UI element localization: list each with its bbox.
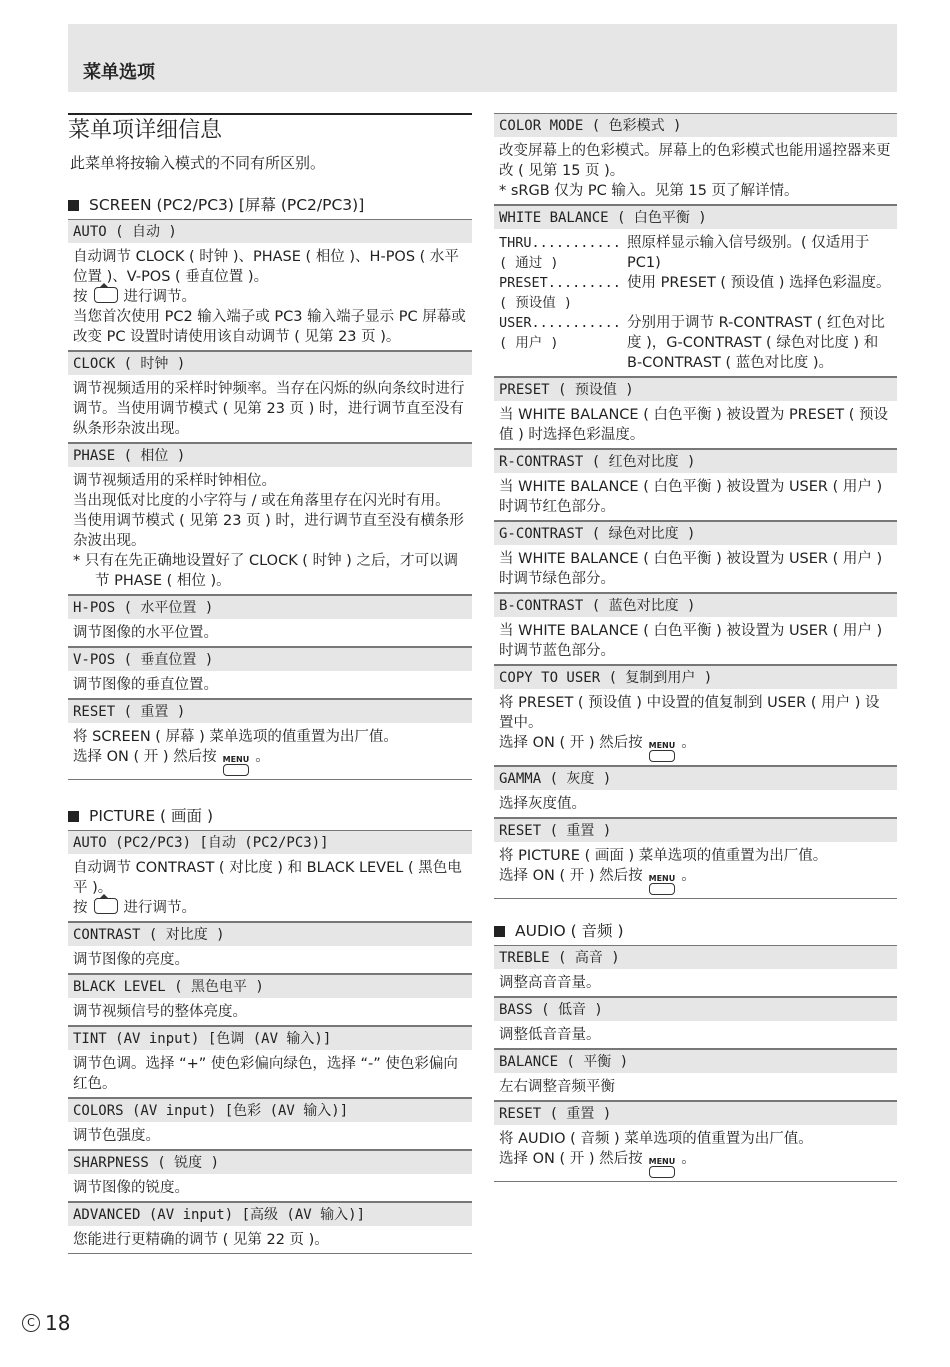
instruction-text: 选择 ON ( 开 ) 然后按: [73, 749, 217, 765]
section-heading-audio: [494, 921, 897, 941]
description-line: 当 WHITE BALANCE ( 白色平衡 ) 被设置为 USER ( 用户 ) 时调节红色部分。: [499, 479, 883, 515]
menu-item: [494, 593, 897, 665]
description-line: 当您首次使用 PC2 输入端子或 PC3 输入端子显示 PC 屏幕或改变 PC 设置时请使用该自动调节 ( 见第 23 页 )。: [73, 309, 466, 345]
definition-text: 使用 PRESET ( 预设值 ) 选择色彩温度。: [627, 275, 891, 291]
instruction-text: 。: [681, 1151, 696, 1167]
menu-item: [68, 595, 472, 647]
page-number-value: 18: [45, 1311, 71, 1335]
right-column: [494, 113, 897, 1182]
menu-item: [494, 665, 897, 766]
description-line: 调节图像的亮度。: [73, 952, 189, 968]
menu-item-description: [68, 375, 472, 442]
header-title: 菜单选项: [83, 62, 155, 83]
instruction-text: 选择 ON ( 开 ) 然后按: [499, 868, 643, 884]
input-button-icon: [94, 287, 118, 303]
description-line: 将 PRESET ( 预设值 ) 中设置的值复制到 USER ( 用户 ) 设置中。: [499, 695, 880, 731]
description-line: 调整低音音量。: [499, 1027, 601, 1043]
menu-item-description: [68, 1226, 472, 1253]
menu-item: [68, 699, 472, 780]
term-translation: ( 通过 ): [499, 255, 559, 271]
menu-item-description: [494, 617, 897, 664]
description-line: 将 PICTURE ( 画面 ) 菜单选项的值重置为出厂值。: [499, 848, 828, 864]
menu-item-description: [494, 790, 897, 817]
definition-text: 照原样显示输入信号级别。( 仅适用于 PC1): [627, 235, 870, 271]
menu-item: [494, 997, 897, 1049]
menu-key-outline: [649, 750, 675, 762]
menu-instruction: [499, 866, 892, 895]
description-line: 当 WHITE BALANCE ( 白色平衡 ) 被设置为 PRESET ( 预设值 ) 时选择色彩温度。: [499, 407, 889, 443]
menu-item-description: [494, 1021, 897, 1048]
description-line: 调节色调。选择 “+” 使色彩偏向绿色，选择 “-” 使色彩偏向红色。: [73, 1056, 458, 1092]
menu-item: [494, 818, 897, 899]
menu-item-heading: WHITE BALANCE ( 白色平衡 ): [494, 205, 897, 229]
menu-item: [494, 377, 897, 449]
menu-item-heading: PRESET ( 预设值 ): [494, 377, 897, 401]
section-title: AUDIO ( 音频 ): [515, 922, 624, 940]
description-line: 改变屏幕上的色彩模式。屏幕上的色彩模式也能用遥控器来更改 ( 见第 15 页 )。: [499, 143, 891, 179]
key-instruction: [73, 287, 467, 307]
menu-item-description: [68, 671, 472, 698]
menu-item-description: [494, 229, 897, 376]
menu-button-icon: [649, 1158, 676, 1178]
description-line: 调节图像的锐度。: [73, 1180, 189, 1196]
menu-item-heading: TREBLE ( 高音 ): [494, 945, 897, 969]
menu-item: [68, 443, 472, 595]
instruction-text: 进行调节。: [123, 289, 196, 305]
menu-item-heading: COPY TO USER ( 复制到用户 ): [494, 665, 897, 689]
picture-item-list: [68, 830, 472, 1254]
menu-item-heading: RESET ( 重置 ): [68, 699, 472, 723]
description-line: 当出现低对比度的小字符与 / 或在角落里存在闪光时有用。: [73, 493, 450, 509]
picture-item-list-continued: [494, 113, 897, 899]
square-bullet-icon: [494, 926, 505, 937]
menu-item-heading: AUTO ( 自动 ): [68, 219, 472, 243]
menu-key-label: MENU: [222, 755, 250, 764]
menu-item-description: [68, 243, 472, 350]
menu-item-heading: B-CONTRAST ( 蓝色对比度 ): [494, 593, 897, 617]
menu-item-description: [494, 401, 897, 448]
menu-item: [68, 1150, 472, 1202]
menu-item-heading: BLACK LEVEL ( 黑色电平 ): [68, 974, 472, 998]
definition-row: [499, 273, 892, 313]
definition-term: [499, 313, 627, 373]
description-line: 调节色强度。: [73, 1128, 160, 1144]
menu-key-label: MENU: [648, 1157, 676, 1166]
menu-item-heading: GAMMA ( 灰度 ): [494, 766, 897, 790]
left-column: [68, 113, 472, 1254]
section-title: PICTURE ( 画面 ): [89, 807, 213, 825]
menu-item-heading: CONTRAST ( 对比度 ): [68, 922, 472, 946]
description-line: 当 WHITE BALANCE ( 白色平衡 ) 被设置为 USER ( 用户 ) 时调节蓝色部分。: [499, 623, 883, 659]
menu-item: [68, 1026, 472, 1098]
menu-item-description: [68, 1174, 472, 1201]
menu-item-description: [68, 1050, 472, 1097]
menu-instruction: [73, 747, 467, 776]
description-line: 选择灰度值。: [499, 796, 586, 812]
menu-item: [68, 830, 472, 922]
description-line: 自动调节 CLOCK ( 时钟 )、PHASE ( 相位 )、H-POS ( 水平位置 )、V-POS ( 垂直位置 )。: [73, 249, 459, 285]
menu-item-heading: H-POS ( 水平位置 ): [68, 595, 472, 619]
menu-key-outline: [223, 764, 249, 776]
menu-item-description: [494, 969, 897, 996]
menu-key-outline: [649, 883, 675, 895]
description-line: 当 WHITE BALANCE ( 白色平衡 ) 被设置为 USER ( 用户 ) 时调节绿色部分。: [499, 551, 883, 587]
menu-item: [68, 974, 472, 1026]
instruction-text: 。: [681, 868, 696, 884]
page-number: [22, 1311, 70, 1335]
menu-key-label: MENU: [648, 874, 676, 883]
instruction-text: 。: [681, 735, 696, 751]
description-line: 调节视频适用的采样时钟频率。当存在闪烁的纵向条纹时进行调节。当使用调节模式 ( 见第 23 页 ) 时，进行调节直至没有纵条形杂波出现。: [73, 381, 465, 437]
menu-item-heading: AUTO (PC2/PC3) [自动 (PC2/PC3)]: [68, 830, 472, 854]
description-line: 左右调整音频平衡: [499, 1079, 615, 1095]
instruction-text: 按: [73, 289, 88, 305]
description-line: 调整高音音量。: [499, 975, 601, 991]
menu-item: [68, 219, 472, 351]
menu-item-heading: BALANCE ( 平衡 ): [494, 1049, 897, 1073]
description-line: 调节视频信号的整体亮度。: [73, 1004, 247, 1020]
menu-item-description: [68, 619, 472, 646]
menu-item: [494, 113, 897, 205]
intro-text: 此菜单将按输入模式的不同有所区别。: [70, 154, 326, 172]
menu-item-description: [68, 723, 472, 779]
section-heading-picture: [68, 806, 472, 826]
menu-item-heading: BASS ( 低音 ): [494, 997, 897, 1021]
menu-key-outline: [649, 1166, 675, 1178]
description-line: 当使用调节模式 ( 见第 23 页 ) 时，进行调节直至没有横条形杂波出现。: [73, 513, 464, 549]
instruction-text: 选择 ON ( 开 ) 然后按: [499, 735, 643, 751]
menu-item-description: [494, 689, 897, 765]
menu-item: [494, 521, 897, 593]
definition-text: 分别用于调节 R-CONTRAST ( 红色对比度 )，G-CONTRAST ( 绿色对比度 ) 和 B-CONTRAST ( 蓝色对比度 )。: [627, 315, 885, 371]
menu-item: [494, 449, 897, 521]
menu-item-heading: R-CONTRAST ( 红色对比度 ): [494, 449, 897, 473]
menu-item: [68, 1202, 472, 1254]
menu-item: [494, 205, 897, 377]
menu-button-icon: [649, 742, 676, 762]
footnote: * 只有在先正确地设置好了 CLOCK ( 时钟 ) 之后，才可以调节 PHASE ( 相位 )。: [73, 553, 458, 589]
menu-item-heading: COLORS (AV input) [色彩 (AV 输入)]: [68, 1098, 472, 1122]
menu-item-heading: PHASE ( 相位 ): [68, 443, 472, 467]
description-line: 调节图像的垂直位置。: [73, 677, 218, 693]
menu-item-heading: ADVANCED (AV input) [高级 (AV 输入)]: [68, 1202, 472, 1226]
definition-row: [499, 233, 892, 273]
screen-item-list: [68, 219, 472, 780]
menu-item-description: [68, 946, 472, 973]
menu-instruction: [499, 1149, 892, 1178]
input-button-icon: [94, 898, 118, 914]
menu-item-heading: TINT (AV input) [色调 (AV 输入)]: [68, 1026, 472, 1050]
menu-item-description: [494, 137, 897, 204]
square-bullet-icon: [68, 811, 79, 822]
menu-button-icon: [649, 875, 676, 895]
menu-item: [494, 766, 897, 818]
menu-button-icon: [223, 756, 250, 776]
menu-item: [68, 922, 472, 974]
menu-item: [494, 1101, 897, 1182]
definition-term: [499, 233, 627, 273]
term-label: THRU...........: [499, 235, 621, 251]
menu-instruction: [499, 733, 892, 762]
copyright-c-icon: C: [22, 1314, 40, 1332]
menu-item-description: [494, 545, 897, 592]
instruction-text: 按: [73, 900, 88, 916]
page-title-block: [68, 113, 472, 145]
audio-item-list: [494, 945, 897, 1182]
menu-item-heading: CLOCK ( 时钟 ): [68, 351, 472, 375]
menu-item-description: [68, 854, 472, 921]
menu-item: [494, 945, 897, 997]
menu-item: [68, 647, 472, 699]
menu-key-label: MENU: [648, 741, 676, 750]
term-translation: ( 用户 ): [499, 335, 559, 351]
instruction-text: 进行调节。: [123, 900, 196, 916]
section-title: SCREEN (PC2/PC3) [屏幕 (PC2/PC3)]: [89, 196, 365, 214]
description-line: 将 SCREEN ( 屏幕 ) 菜单选项的值重置为出厂值。: [73, 729, 398, 745]
instruction-text: 选择 ON ( 开 ) 然后按: [499, 1151, 643, 1167]
menu-item-heading: G-CONTRAST ( 绿色对比度 ): [494, 521, 897, 545]
definition-term: [499, 273, 627, 313]
menu-item-description: [68, 998, 472, 1025]
menu-item: [494, 1049, 897, 1101]
menu-item-description: [494, 842, 897, 898]
term-label: PRESET.........: [499, 275, 621, 291]
term-label: USER...........: [499, 315, 621, 331]
term-translation: ( 预设值 ): [499, 295, 573, 311]
description-line: 您能进行更精确的调节 ( 见第 22 页 )。: [73, 1232, 329, 1248]
definition-row: [499, 313, 892, 373]
menu-item-description: [494, 1125, 897, 1181]
menu-item-description: [68, 1122, 472, 1149]
key-instruction: [73, 898, 467, 918]
description-line: 将 AUDIO ( 音频 ) 菜单选项的值重置为出厂值。: [499, 1131, 813, 1147]
menu-item-description: [494, 1073, 897, 1100]
footnote: * sRGB 仅为 PC 输入。见第 15 页了解详情。: [499, 183, 799, 199]
menu-item-heading: V-POS ( 垂直位置 ): [68, 647, 472, 671]
menu-item-heading: COLOR MODE ( 色彩模式 ): [494, 113, 897, 137]
description-line: 调节视频适用的采样时钟相位。: [73, 473, 276, 489]
description-line: 调节图像的水平位置。: [73, 625, 218, 641]
square-bullet-icon: [68, 200, 79, 211]
header-bar: [68, 24, 897, 92]
description-line: 自动调节 CONTRAST ( 对比度 ) 和 BLACK LEVEL ( 黑色电平 )。: [73, 860, 462, 896]
menu-item-heading: RESET ( 重置 ): [494, 1101, 897, 1125]
menu-item-description: [68, 467, 472, 594]
menu-item: [68, 1098, 472, 1150]
menu-item-description: [494, 473, 897, 520]
menu-item-heading: SHARPNESS ( 锐度 ): [68, 1150, 472, 1174]
instruction-text: 。: [255, 749, 270, 765]
section-heading-screen: [68, 195, 472, 215]
menu-item-heading: RESET ( 重置 ): [494, 818, 897, 842]
menu-item: [68, 351, 472, 443]
page-title: 菜单项详细信息: [68, 118, 223, 143]
